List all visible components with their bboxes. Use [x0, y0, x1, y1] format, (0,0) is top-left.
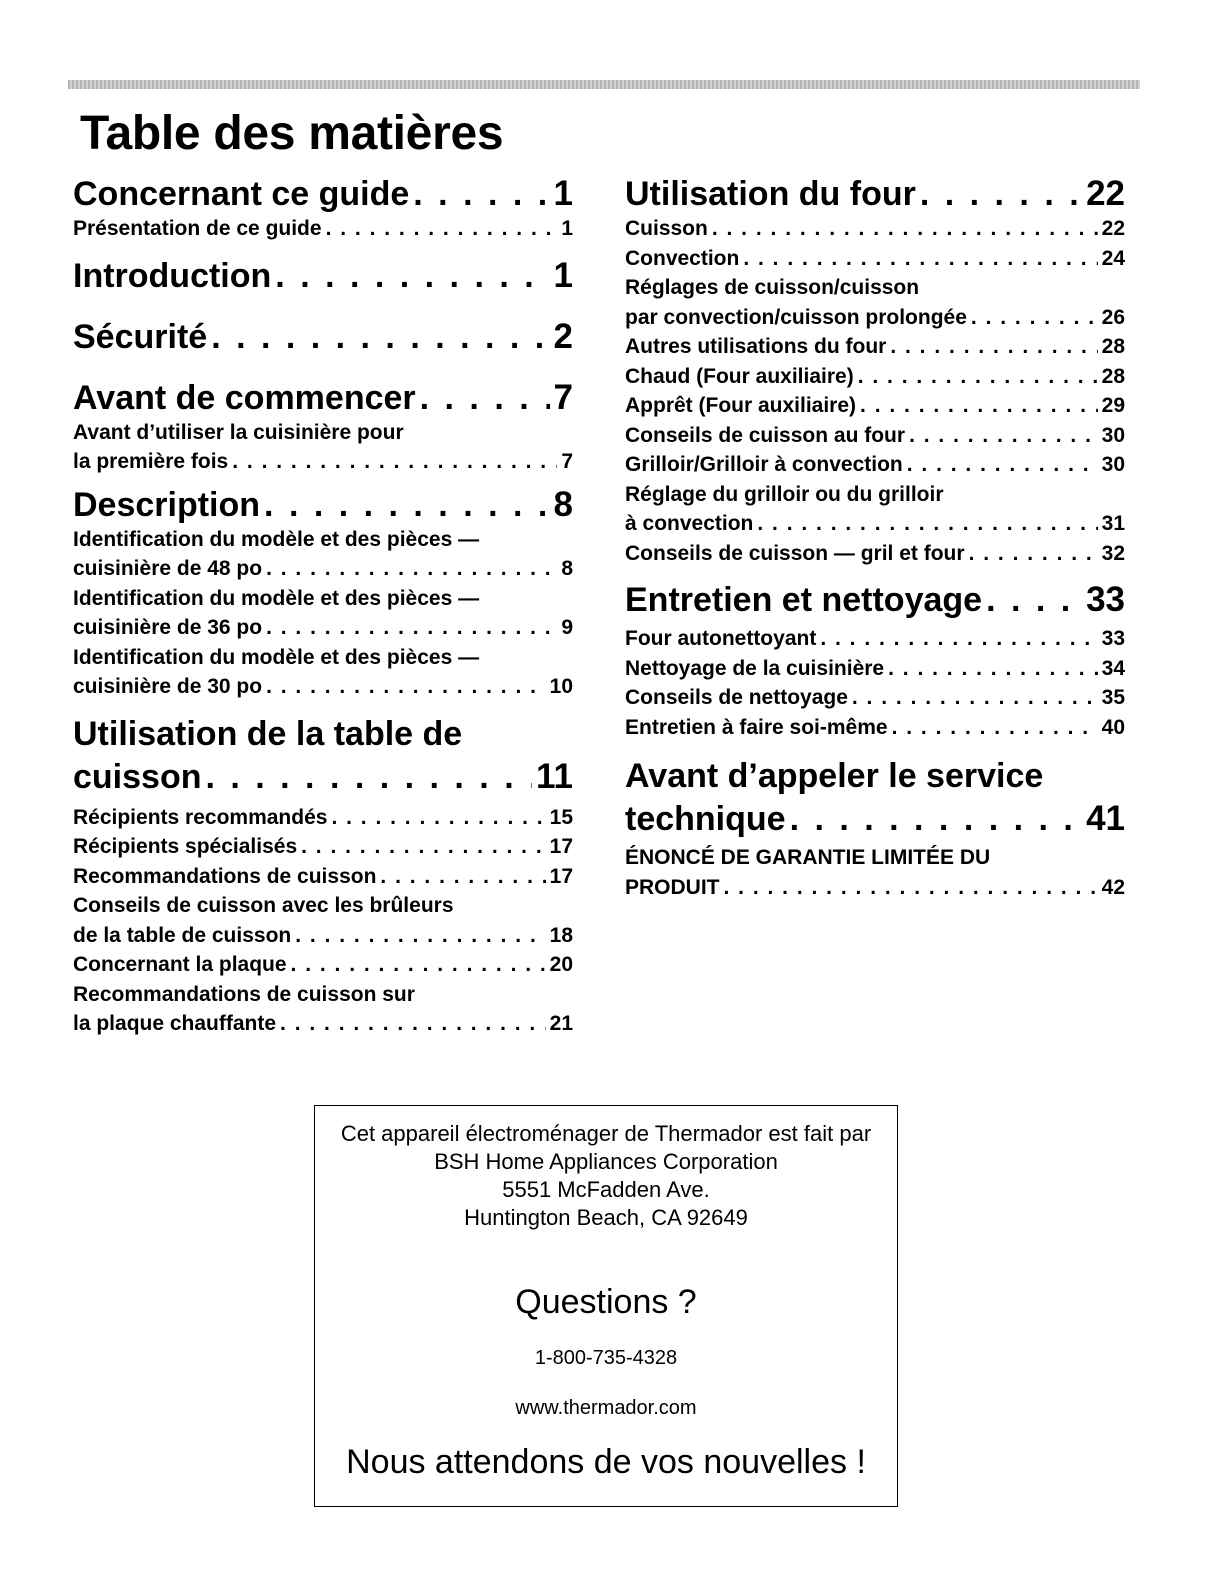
toc-page-number: 33: [1086, 580, 1125, 619]
manufacturer-address: [315, 1120, 897, 1232]
toc-page-number: 1: [553, 174, 573, 213]
toc-entry[interactable]: [625, 873, 1125, 903]
toc-section-title: Avant de commencer: [73, 378, 416, 417]
toc-page-number: 17: [549, 835, 573, 858]
toc-entry-label: Conseils de nettoyage: [625, 686, 848, 709]
toc-entry[interactable]: [625, 362, 1125, 392]
toc-entry-label-line1: Avant d’utiliser la cuisinière pour: [73, 420, 404, 444]
toc-entry-label: Récipients recommandés: [73, 805, 328, 829]
toc-entry[interactable]: [73, 613, 573, 643]
toc-entry-label: Conseils de cuisson — gril et four: [625, 541, 965, 565]
toc-page-number: 18: [549, 923, 573, 947]
toc-leader-dots: [266, 672, 546, 702]
toc-leader-dots: [892, 713, 1098, 743]
toc-entry[interactable]: [625, 214, 1125, 244]
toc-leader-dots: [790, 799, 1082, 839]
toc-leader-dots: [858, 362, 1098, 392]
toc-entry-label: Cuisson: [625, 217, 708, 240]
toc-page-number: 20: [549, 953, 573, 976]
toc-entry[interactable]: [73, 1009, 573, 1039]
toc-entry[interactable]: [625, 713, 1125, 743]
toc-page-number: 41: [1086, 799, 1125, 838]
toc-section[interactable]: [73, 256, 573, 296]
toc-entry-label-line1: Réglages de cuisson/cuisson: [625, 276, 920, 299]
toc-entry[interactable]: [73, 554, 573, 584]
toc-section[interactable]: [73, 485, 573, 525]
toc-entry[interactable]: [73, 672, 573, 702]
toc-right-column: [625, 174, 1125, 902]
toc-leader-dots: [743, 244, 1097, 274]
toc-section[interactable]: [625, 174, 1125, 214]
toc-entry[interactable]: [625, 683, 1125, 713]
toc-entry-label: par convection/cuisson prolongée: [625, 305, 967, 329]
toc-entry-label: la première fois: [73, 450, 229, 473]
questions-heading: Questions ?: [515, 1283, 697, 1321]
toc-page-number: 30: [1101, 423, 1125, 447]
toc-entry[interactable]: [625, 391, 1125, 421]
toc-entry-label: Conseils de cuisson au four: [625, 423, 906, 447]
toc-section[interactable]: [73, 378, 573, 418]
toc-leader-dots: [852, 683, 1098, 713]
toc-leader-dots: [301, 832, 546, 862]
toc-section-title-text: Avant d’appeler le service: [625, 757, 1044, 795]
toc-section-title: Utilisation du four: [625, 175, 916, 213]
toc-leader-dots: [232, 447, 557, 477]
toc-section[interactable]: [73, 757, 573, 797]
address-line: Cet appareil électroménager de Thermador est fait par: [340, 1121, 872, 1146]
toc-leader-dots: [326, 214, 558, 244]
toc-section-title-line1: [625, 756, 1125, 796]
toc-page-number: 1: [553, 255, 573, 295]
toc-section-title: Entretien et nettoyage: [625, 581, 983, 619]
website-link[interactable]: www.thermador.com: [515, 1397, 697, 1419]
toc-entry[interactable]: [625, 624, 1125, 654]
address-line: 5551 McFadden Ave.: [502, 1177, 710, 1202]
toc-entry-label-line1: ÉNONCÉ DE GARANTIE LIMITÉE DU: [625, 846, 991, 869]
address-line: BSH Home Appliances Corporation: [434, 1149, 778, 1174]
toc-entry[interactable]: [625, 303, 1125, 333]
toc-page-number: 30: [1101, 453, 1125, 476]
toc-page-number: 11: [536, 756, 573, 796]
toc-leader-dots: [295, 921, 545, 951]
toc-entry-label: Four autonettoyant: [625, 627, 817, 650]
toc-section-title: Concernant ce guide: [73, 175, 410, 213]
toc-entry[interactable]: [73, 862, 573, 892]
toc-leader-dots: [888, 654, 1098, 684]
toc-entry-label: Convection: [625, 246, 740, 270]
toc-entry-label: PRODUIT: [625, 875, 720, 899]
toc-section[interactable]: [73, 317, 573, 357]
toc-entry-label: Entretien à faire soi-même: [625, 715, 888, 739]
toc-entry-label-line1: Identification du modèle et des pièces —: [73, 645, 480, 669]
toc-entry[interactable]: [625, 450, 1125, 480]
toc-leader-dots: [266, 613, 557, 643]
toc-page-number: 32: [1101, 541, 1125, 565]
toc-entry-label: Recommandations de cuisson: [73, 864, 377, 888]
toc-entry[interactable]: [625, 421, 1125, 451]
toc-left-column: [73, 174, 573, 1039]
toc-entry-label: cuisinière de 30 po: [73, 675, 263, 698]
toc-page-number: 1: [561, 217, 573, 240]
toc-entry[interactable]: [625, 332, 1125, 362]
toc-leader-dots: [860, 391, 1098, 421]
toc-entry-label: de la table de cuisson: [73, 923, 292, 947]
toc-page-number: 35: [1101, 686, 1125, 709]
toc-section[interactable]: [625, 799, 1125, 839]
toc-entry-label: Concernant la plaque: [73, 953, 287, 976]
toc-leader-dots: [266, 554, 557, 584]
toc-entry[interactable]: [73, 803, 573, 833]
address-line: Huntington Beach, CA 92649: [464, 1205, 748, 1230]
toc-page-number: 17: [549, 864, 573, 888]
phone-number[interactable]: 1-800-735-4328: [534, 1347, 678, 1369]
toc-section-title: cuisson: [73, 757, 202, 796]
toc-entry-label: la plaque chauffante: [73, 1012, 277, 1035]
toc-entry-label: à convection: [625, 512, 754, 535]
toc-entry-label-line1: Conseils de cuisson avec les brûleurs: [73, 894, 454, 917]
header-rule: [68, 80, 1140, 89]
toc-entry-label: Chaud (Four auxiliaire): [625, 364, 854, 388]
toc-page-number: 9: [561, 616, 573, 639]
toc-leader-dots: [712, 214, 1098, 244]
toc-leader-dots: [275, 256, 549, 296]
toc-page-number: 34: [1101, 656, 1125, 680]
toc-leader-dots: [969, 539, 1098, 569]
toc-page-number: 21: [549, 1012, 573, 1035]
toc-page-number: 28: [1101, 335, 1125, 358]
toc-entry-label: Apprêt (Four auxiliaire): [625, 394, 857, 417]
contact-info-box: [314, 1105, 898, 1507]
toc-leader-dots: [211, 317, 549, 357]
toc-leader-dots: [331, 803, 545, 833]
toc-page-number: 24: [1101, 246, 1125, 270]
toc-section-title: Sécurité: [73, 317, 208, 356]
toc-section-title-line1: [73, 714, 573, 754]
toc-entry[interactable]: [73, 921, 573, 951]
toc-page-number: 22: [1086, 174, 1125, 213]
toc-leader-dots: [890, 332, 1097, 362]
toc-entry-label-line1: Réglage du grilloir ou du grilloir: [625, 482, 944, 506]
toc-page-number: 10: [549, 675, 573, 698]
toc-page-number: 2: [553, 316, 573, 356]
toc-leader-dots: [909, 421, 1098, 451]
toc-page-number: 28: [1101, 364, 1125, 388]
toc-entry-label: Nettoyage de la cuisinière: [625, 656, 885, 680]
toc-entry-label-line1: Identification du modèle et des pièces —: [73, 586, 480, 610]
toc-entry[interactable]: [73, 214, 573, 244]
toc-leader-dots: [724, 873, 1098, 903]
page-title: Table des matières: [80, 107, 504, 160]
toc-leader-dots: [986, 580, 1082, 620]
toc-leader-dots: [380, 862, 545, 892]
toc-page-number: 31: [1101, 512, 1125, 535]
toc-section[interactable]: [625, 580, 1125, 620]
toc-leader-dots: [413, 174, 549, 214]
toc-section-title-text: Utilisation de la table de: [73, 714, 463, 753]
toc-page-number: 8: [561, 557, 573, 580]
toc-entry[interactable]: [73, 950, 573, 980]
toc-leader-dots: [820, 624, 1097, 654]
toc-page-number: 40: [1101, 715, 1125, 739]
toc-page-number: 7: [553, 377, 573, 417]
toc-section-title: Description: [73, 485, 261, 524]
toc-section-title: technique: [625, 800, 786, 838]
toc-entry-label-line1: Identification du modèle et des pièces —: [73, 527, 480, 551]
toc-page-number: 33: [1101, 627, 1125, 650]
toc-entry-label: Autres utilisations du four: [625, 335, 887, 358]
closing-message: Nous attendons de vos nouvelles !: [346, 1443, 866, 1481]
toc-leader-dots: [420, 378, 550, 418]
toc-page-number: 8: [553, 484, 573, 524]
toc-page-number: 22: [1101, 217, 1125, 240]
toc-entry-label-line1: Recommandations de cuisson sur: [73, 982, 415, 1006]
toc-entry-label: Récipients spécialisés: [73, 835, 298, 858]
toc-entry[interactable]: [73, 447, 573, 477]
toc-leader-dots: [971, 303, 1098, 333]
toc-leader-dots: [264, 485, 549, 525]
toc-entry[interactable]: [625, 539, 1125, 569]
toc-leader-dots: [280, 1009, 546, 1039]
toc-page-number: 29: [1101, 394, 1125, 417]
toc-entry-label: cuisinière de 48 po: [73, 557, 263, 580]
toc-entry-label: Présentation de ce guide: [73, 217, 322, 240]
toc-page-number: 26: [1101, 305, 1125, 329]
toc-entry[interactable]: [625, 244, 1125, 274]
toc-entry-label: Grilloir/Grilloir à convection: [625, 453, 903, 476]
toc-leader-dots: [920, 174, 1082, 214]
toc-page-number: 42: [1101, 875, 1125, 899]
toc-section[interactable]: [73, 174, 573, 214]
toc-leader-dots: [205, 757, 532, 797]
toc-entry[interactable]: [73, 832, 573, 862]
toc-entry[interactable]: [625, 654, 1125, 684]
toc-entry[interactable]: [625, 509, 1125, 539]
toc-page-number: 7: [561, 450, 573, 473]
toc-section-title: Introduction: [73, 256, 272, 295]
toc-entry-label: cuisinière de 36 po: [73, 616, 263, 639]
toc-leader-dots: [757, 509, 1097, 539]
toc-leader-dots: [291, 950, 546, 980]
toc-leader-dots: [907, 450, 1098, 480]
toc-page-number: 15: [549, 805, 573, 829]
